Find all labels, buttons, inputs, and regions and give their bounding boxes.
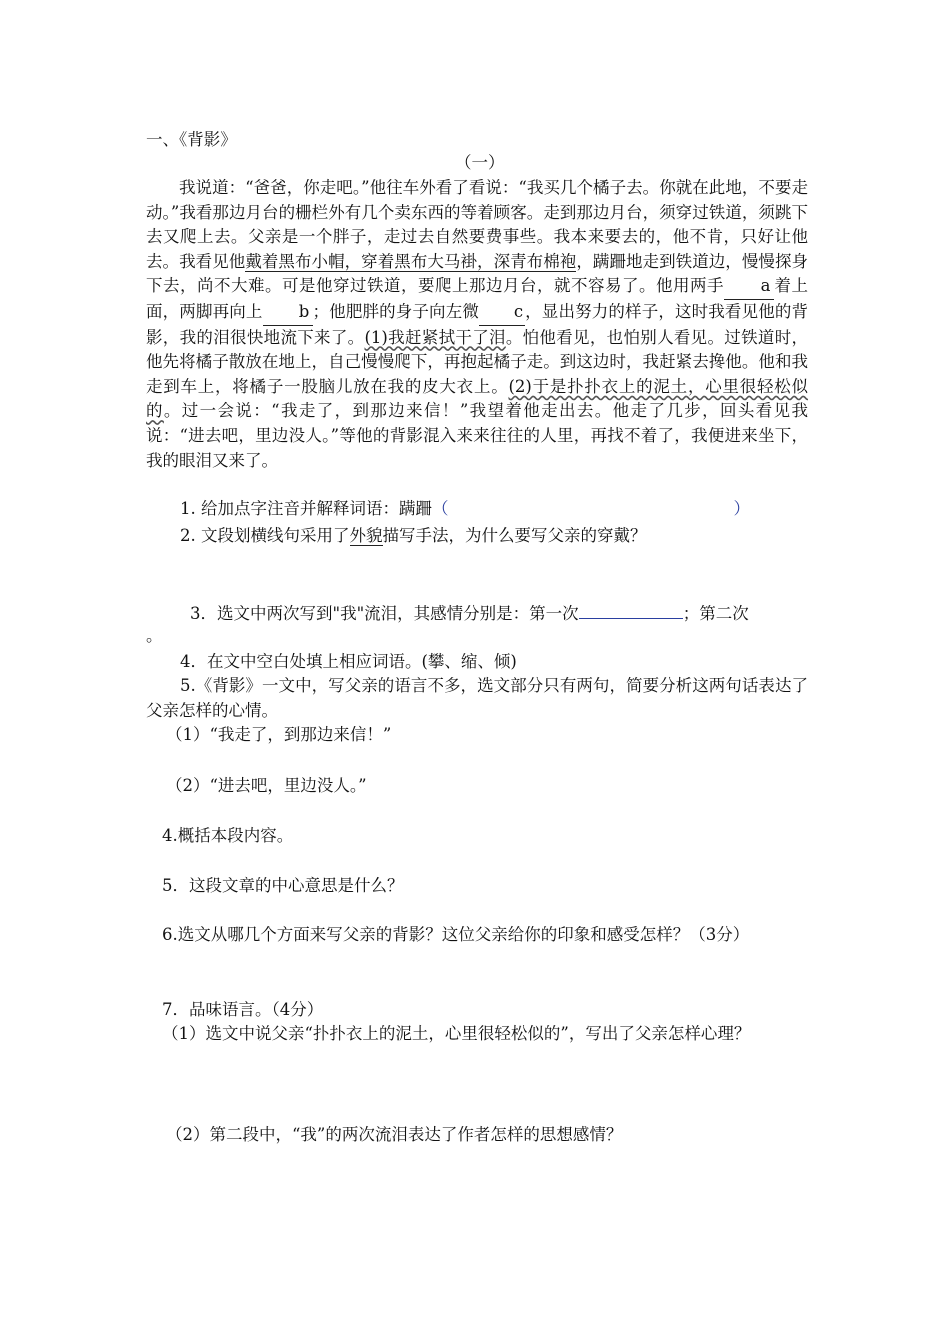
passage-text: ，显出努力的样子，这时我看见他的背影，我的泪很快地流下来了。 [146, 301, 809, 347]
wavy-sentence-2: (2)于是扑扑衣上的泥土，心里很轻松似的 [146, 376, 809, 421]
wavy-sentence-1: (1)我赶紧拭干了泪 [364, 327, 506, 347]
question-4b: 4.概括本段内容。 [162, 826, 294, 845]
blank-a[interactable]: a [724, 274, 774, 300]
section-title: 一、《背影》 [146, 130, 237, 149]
blank-b[interactable]: b [263, 300, 313, 326]
passage-text: ；他肥胖的身子向左微 [312, 301, 480, 321]
part-label: （一） [455, 153, 505, 172]
blank-c[interactable]: c [479, 300, 525, 326]
question-4: 4．在文中空白处填上相应词语。(攀、缩、倾) [180, 652, 517, 671]
question-2 [180, 524, 647, 548]
question-7-item-1: （1）选文中说父亲“扑扑衣上的泥土，心里很轻松似的”，写出了父亲怎样心理？ [162, 1024, 751, 1043]
question-7: 7．品味语言。（4分） [162, 1000, 324, 1019]
question-5: 5.《背影》一文中，写父亲的语言不多，选文部分只有两句，简要分析这两句话表达了父亲怎样的心情。 [146, 676, 808, 720]
question-6: 6.选文从哪几个方面来写父亲的背影？这位父亲给你的印象和感受怎样？（3分） [162, 925, 750, 944]
passage-text: 我说道：“爸爸，你走吧。”他往车外看了看说：“我买几个橘子去。你就在此地，不要走动。”我看那边月台的栅栏外有几个卖东西的等着顾客。走到那边月台，须穿过铁道，须跳下去又爬上去。父亲是一个胖子，走过去自然要费事些。我本来要去的，他不肯，只好让他去。我看见他 [146, 178, 808, 271]
passage-paragraph [146, 176, 808, 473]
passage-text: 。过一会说：“我走了，到那边来信！”我望着他走出去。他走了几步，回头看见我说：“进去吧，里边没人。”等他的背影混入来来往往的人里，再找不着了，我便进来坐下，我的眼泪又来了。 [146, 401, 809, 470]
question-3-tail: ；第二次 [682, 604, 749, 623]
question-3-end: 。 [146, 626, 163, 645]
question-1-close-paren: ） [733, 499, 750, 518]
question-7-item-2: （2）第二段中，“我”的两次流泪表达了作者怎样的思想感情？ [166, 1125, 623, 1144]
question-2-answer: 外貌 [349, 526, 383, 545]
question-2-pre: 2. 文段划横线句采用了 [180, 526, 350, 545]
question-3-text: 3．选文中两次写到"我"流泪，其感情分别是：第一次 [190, 604, 579, 623]
underlined-clothing-sentence: 戴着黑布小帽，穿着黑布大马褂，深青布棉袍 [245, 251, 577, 271]
passage-text: ，蹒跚地走到铁道边，慢慢探身下去，尚不大难。可是他穿过铁道，要爬上那边月台，就不容易了。他用两手 [146, 251, 809, 296]
question-3 [190, 600, 749, 626]
passage-text: 着上面，两脚再向上 [146, 276, 808, 321]
question-1 [180, 497, 750, 521]
question-5-item-1: （1）“我走了，到那边来信！” [166, 725, 392, 744]
question-1-open-paren: （ [432, 499, 449, 518]
passage-text: 。怕他看见，也怕别人看见。过铁道时，他先将橘子散放在地上，自己慢慢爬下，再抱起橘子走。到这边时，我赶紧去搀他。他和我走到车上，将橘子一股脑儿放在我的皮大衣上。 [146, 327, 809, 396]
question-1-text: 1. 给加点字注音并解释词语：蹒跚 [180, 499, 432, 518]
question-5b: 5．这段文章的中心意思是什么？ [162, 876, 404, 895]
question-3-answer-line[interactable] [579, 600, 683, 619]
question-5-item-2: （2）“进去吧，里边没人。” [166, 776, 367, 795]
question-2-post: 描写手法，为什么要写父亲的穿戴？ [382, 526, 647, 545]
